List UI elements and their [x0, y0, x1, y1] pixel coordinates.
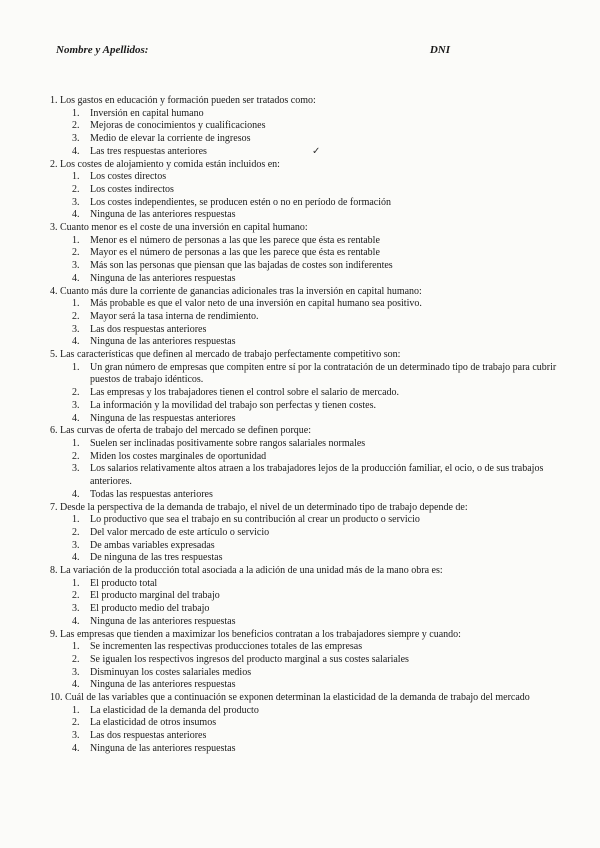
- option-number: 1.: [72, 577, 80, 589]
- option-text: De ambas variables expresadas: [90, 539, 215, 551]
- question-3: [50, 222, 570, 286]
- answer-option[interactable]: [50, 717, 570, 730]
- answer-option[interactable]: [50, 120, 570, 133]
- question-text: 6. Las curvas de oferta de trabajo del mercado se definen porque:: [50, 425, 311, 437]
- option-text: Los costes independientes, se producen estén o no en período de formación: [90, 196, 392, 208]
- option-text: Más son las personas que piensan que las bajadas de costes son indiferentes: [90, 260, 393, 272]
- option-text: Las tres respuestas anteriores: [90, 145, 207, 157]
- question-9: [50, 629, 570, 693]
- answer-option[interactable]: [50, 527, 570, 540]
- answer-option[interactable]: [50, 311, 570, 324]
- option-number: 2.: [72, 653, 80, 665]
- option-text: Más probable es que el valor neto de una inversión en capital humano sea positivo.: [90, 298, 422, 310]
- answer-option[interactable]: [50, 743, 570, 756]
- option-number: 2.: [72, 247, 80, 259]
- answer-option[interactable]: [50, 298, 570, 311]
- option-number: 1.: [72, 171, 80, 183]
- question-text: 10. Cuál de las variables que a continuación se exponen determinan la elasticidad de la demanda de trabajo del mercado: [50, 692, 530, 704]
- option-number: 2.: [72, 387, 80, 399]
- option-number: 4.: [72, 412, 80, 424]
- question-text: 3. Cuanto menor es el coste de una inversión en capital humano:: [50, 222, 308, 234]
- answer-options: [50, 362, 570, 426]
- answer-options: [50, 578, 570, 629]
- option-text: Se igualen los respectivos ingresos del producto marginal a sus costes salariales: [90, 653, 409, 665]
- option-text: Un gran número de empresas que compiten entre sí por la contratación de un determinado tipo de trabajo para cubrir puestos de trabajo idénticos.: [90, 361, 557, 386]
- question-8: [50, 565, 570, 629]
- option-number: 2.: [72, 526, 80, 538]
- option-text: Ninguna de las anteriores respuestas: [90, 742, 236, 754]
- answer-option[interactable]: [50, 171, 570, 184]
- option-text: Los costes indirectos: [90, 183, 174, 195]
- option-text: La elasticidad de otros insumos: [90, 717, 217, 729]
- option-number: 1.: [72, 107, 80, 119]
- question-1: [50, 95, 570, 159]
- option-text: La elasticidad de la demanda del producto: [90, 704, 259, 716]
- option-number: 3.: [72, 539, 80, 551]
- option-number: 2.: [72, 310, 80, 322]
- option-number: 4.: [72, 272, 80, 284]
- answer-option[interactable]: [50, 641, 570, 654]
- answer-options: [50, 514, 570, 565]
- answer-option[interactable]: [50, 260, 570, 273]
- answer-option[interactable]: [50, 273, 570, 286]
- option-number: 2.: [72, 183, 80, 195]
- option-number: 4.: [72, 742, 80, 754]
- option-number: 1.: [72, 234, 80, 246]
- option-number: 3.: [72, 603, 80, 615]
- answer-options: [50, 108, 570, 159]
- option-number: 4.: [72, 552, 80, 564]
- answer-option[interactable]: [50, 489, 570, 502]
- option-number: 2.: [72, 450, 80, 462]
- option-text: Las empresas y los trabajadores tienen el control sobre el salario de mercado.: [90, 387, 400, 399]
- option-text: Inversión en capital humano: [90, 107, 204, 119]
- option-text: De ninguna de las tres respuestas: [90, 552, 223, 564]
- answer-option[interactable]: [50, 400, 570, 413]
- option-number: 2.: [72, 120, 80, 132]
- option-number: 4.: [72, 615, 80, 627]
- option-number: 4.: [72, 336, 80, 348]
- answer-option[interactable]: [50, 324, 570, 337]
- option-number: 1.: [72, 298, 80, 310]
- option-text: El producto medio del trabajo: [90, 603, 210, 615]
- option-number: 4.: [72, 209, 80, 221]
- question-4: [50, 286, 570, 350]
- option-text: Mayor es el número de personas a las que les parece que ésta es rentable: [90, 247, 380, 259]
- option-number: 4.: [72, 488, 80, 500]
- answer-option[interactable]: [50, 679, 570, 692]
- question-text: 1. Los gastos en educación y formación pueden ser tratados como:: [50, 95, 316, 106]
- answer-options: [50, 438, 570, 502]
- answer-option[interactable]: [50, 552, 570, 565]
- answer-option[interactable]: [50, 730, 570, 743]
- answer-option[interactable]: [50, 540, 570, 553]
- option-text: Ninguna de las anteriores respuestas: [90, 272, 236, 284]
- answer-option[interactable]: [50, 133, 570, 146]
- question-text: 2. Los costes de alojamiento y comida están incluidos en:: [50, 158, 280, 170]
- option-number: 3.: [72, 399, 80, 411]
- option-number: 3.: [72, 730, 80, 742]
- answer-options: [50, 641, 570, 692]
- question-5: [50, 349, 570, 425]
- option-text: Las dos respuestas anteriores: [90, 730, 207, 742]
- option-number: 1.: [72, 514, 80, 526]
- option-number: 3.: [72, 323, 80, 335]
- answer-option[interactable]: [50, 616, 570, 629]
- answer-option[interactable]: [50, 667, 570, 680]
- answer-option[interactable]: [50, 654, 570, 667]
- option-number: 3.: [72, 463, 80, 475]
- answer-option[interactable]: [50, 413, 570, 426]
- option-text: Ninguna de las anteriores respuestas: [90, 679, 236, 691]
- answer-options: [50, 705, 570, 756]
- dni-label: DNI: [429, 44, 450, 56]
- option-text: Ninguna de las respuestas anteriores: [90, 412, 236, 424]
- option-number: 2.: [72, 590, 80, 602]
- option-text: Menor es el número de personas a las que les parece que ésta es rentable: [90, 234, 380, 246]
- option-text: Del valor mercado de este artículo o servicio: [90, 526, 270, 538]
- question-text: 4. Cuanto más dure la corriente de ganancias adicionales tras la inversión en capital humano:: [50, 285, 422, 297]
- answer-option[interactable]: [50, 514, 570, 527]
- answer-option[interactable]: [50, 146, 570, 159]
- option-text: Se incrementen las respectivas producciones totales de las empresas: [90, 641, 363, 653]
- option-text: Ninguna de las anteriores respuestas: [90, 615, 236, 627]
- question-10: [50, 692, 570, 756]
- option-number: 1.: [72, 704, 80, 716]
- option-number: 3.: [72, 260, 80, 272]
- answer-option[interactable]: [50, 108, 570, 121]
- answer-option[interactable]: [50, 184, 570, 197]
- answer-options: [50, 235, 570, 286]
- option-text: Los costes directos: [90, 171, 167, 183]
- option-number: 4.: [72, 145, 80, 157]
- name-label: Nombre y Apellidos:: [56, 44, 149, 56]
- answer-option[interactable]: [50, 705, 570, 718]
- option-text: Los salarios relativamente altos atraen a los trabajadores lejos de la producción familiar, el ocio, o de sus trabajos anteriores.: [90, 463, 544, 488]
- option-text: El producto marginal del trabajo: [90, 590, 220, 602]
- option-text: Suelen ser inclinadas positivamente sobre rangos salariales normales: [90, 437, 366, 449]
- answer-option[interactable]: [50, 578, 570, 591]
- answer-option[interactable]: [50, 197, 570, 210]
- question-text: 7. Desde la perspectiva de la demanda de trabajo, el nivel de un determinado tipo de trabajo depende de:: [50, 501, 468, 513]
- option-number: 1.: [72, 437, 80, 449]
- answer-option[interactable]: [50, 463, 570, 488]
- answer-option[interactable]: [50, 336, 570, 349]
- question-list: [50, 95, 570, 756]
- option-text: Ninguna de las anteriores respuestas: [90, 209, 236, 221]
- answer-options: [50, 171, 570, 222]
- answer-option[interactable]: [50, 362, 570, 387]
- option-number: 3.: [72, 133, 80, 145]
- option-text: Lo productivo que sea el trabajo en su contribución al crear un producto o servicio: [90, 514, 420, 526]
- answer-option[interactable]: [50, 387, 570, 400]
- option-text: La información y la movilidad del trabajo son perfectas y tienen costes.: [90, 399, 377, 411]
- option-text: Mejoras de conocimientos y cualificaciones: [90, 120, 266, 132]
- question-7: [50, 502, 570, 566]
- option-number: 1.: [72, 641, 80, 653]
- option-text: Mayor será la tasa interna de rendimiento.: [90, 310, 259, 322]
- question-6: [50, 425, 570, 501]
- answer-option[interactable]: [50, 451, 570, 464]
- option-text: Ninguna de las anteriores respuestas: [90, 336, 236, 348]
- header: [56, 44, 450, 56]
- option-number: 3.: [72, 196, 80, 208]
- option-number: 3.: [72, 666, 80, 678]
- answer-option[interactable]: [50, 603, 570, 616]
- answer-option[interactable]: [50, 590, 570, 603]
- option-text: Miden los costes marginales de oportunidad: [90, 450, 267, 462]
- option-text: Medio de elevar la corriente de ingresos: [90, 133, 251, 145]
- answer-option[interactable]: [50, 235, 570, 248]
- question-text: 9. Las empresas que tienden a maximizar los beneficios contratan a los trabajadores siempre y cuando:: [50, 628, 461, 640]
- answer-options: [50, 298, 570, 349]
- option-text: Disminuyan los costes salariales medios: [90, 666, 252, 678]
- option-text: El producto total: [90, 577, 158, 589]
- option-number: 2.: [72, 717, 80, 729]
- pen-tick-mark: ✓: [312, 146, 321, 157]
- question-text: 8. La variación de la producción total asociada a la adición de una unidad más de la mano obra es:: [50, 565, 443, 577]
- option-number: 4.: [72, 679, 80, 691]
- question-text: 5. Las características que definen al mercado de trabajo perfectamente competitivo son:: [50, 349, 401, 361]
- answer-option[interactable]: [50, 209, 570, 222]
- answer-option[interactable]: [50, 247, 570, 260]
- option-number: 1.: [72, 361, 80, 373]
- answer-option[interactable]: [50, 438, 570, 451]
- question-2: [50, 159, 570, 223]
- option-text: Las dos respuestas anteriores: [90, 323, 207, 335]
- option-text: Todas las respuestas anteriores: [90, 488, 213, 500]
